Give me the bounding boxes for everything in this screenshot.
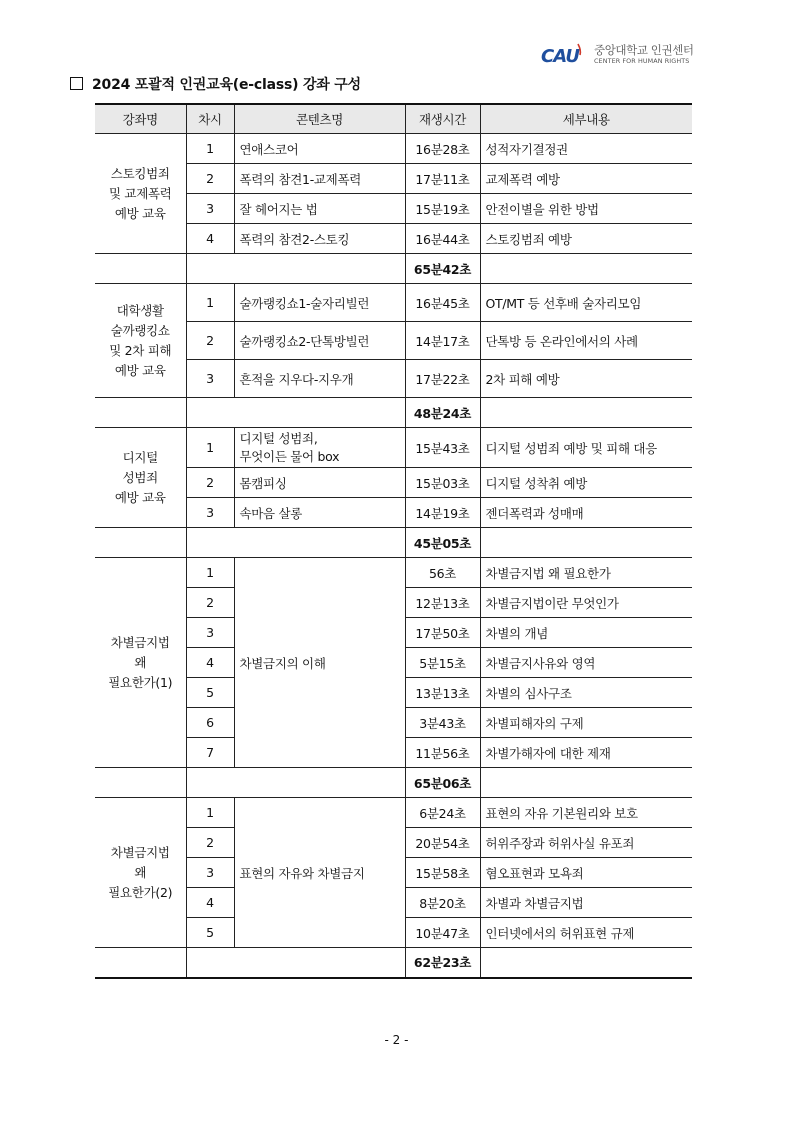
detail-description: 차별의 개념 xyxy=(480,618,692,648)
course-name-cell xyxy=(95,428,186,528)
table-row xyxy=(95,798,692,828)
detail-description: 단톡방 등 온라인에서의 사례 xyxy=(480,322,692,360)
cau-logo xyxy=(540,40,705,70)
detail-description: 안전이별을 위한 방법 xyxy=(480,194,692,224)
course-name-line: 차별금지법 xyxy=(110,634,170,650)
session-number: 2 xyxy=(186,828,234,858)
content-name-line: 디지털 성범죄, xyxy=(239,430,318,446)
table-header-row xyxy=(95,104,692,134)
course-name-line: 대학생활 xyxy=(116,302,164,318)
content-name: 폭력의 참견2-스토킹 xyxy=(234,224,405,254)
subtotal-row xyxy=(95,948,692,978)
table-row xyxy=(95,558,692,588)
detail-description: 인터넷에서의 허위표현 규제 xyxy=(480,918,692,948)
course-name-line: 디지털 xyxy=(122,449,158,465)
logo-name-english: CENTER FOR HUMAN RIGHTS xyxy=(594,57,690,65)
content-name: 몸캠피싱 xyxy=(234,468,405,498)
subtotal-row xyxy=(95,398,692,428)
detail-description: 차별금지사유와 영역 xyxy=(480,648,692,678)
subtotal-empty-detail xyxy=(480,254,692,284)
session-number: 3 xyxy=(186,194,234,224)
session-number: 2 xyxy=(186,588,234,618)
play-time: 14분19초 xyxy=(405,498,480,528)
checkbox-square-icon xyxy=(70,77,83,90)
subtotal-empty-course xyxy=(95,398,186,428)
play-time: 3분43초 xyxy=(405,708,480,738)
course-name-cell xyxy=(95,558,186,768)
subtotal-empty-detail xyxy=(480,528,692,558)
play-time: 17분11초 xyxy=(405,164,480,194)
session-number: 3 xyxy=(186,858,234,888)
subtotal-empty-span xyxy=(186,528,405,558)
course-name-line: 스토킹범죄 xyxy=(110,165,170,181)
detail-description: 스토킹범죄 예방 xyxy=(480,224,692,254)
play-time: 13분13초 xyxy=(405,678,480,708)
detail-description: 젠더폭력과 성매매 xyxy=(480,498,692,528)
header-detail: 세부내용 xyxy=(480,104,692,134)
play-time: 15분43초 xyxy=(405,428,480,468)
content-name-line: 무엇이든 물어 box xyxy=(239,448,340,464)
session-number: 1 xyxy=(186,798,234,828)
header-session: 차시 xyxy=(186,104,234,134)
session-number: 4 xyxy=(186,648,234,678)
play-time: 17분22초 xyxy=(405,360,480,398)
subtotal-empty-span xyxy=(186,948,405,978)
subtotal-empty-span xyxy=(186,768,405,798)
course-name-line: 예방 교육 xyxy=(114,489,166,505)
course-name-line: 왜 xyxy=(134,654,147,670)
session-number: 2 xyxy=(186,322,234,360)
detail-description: OT/MT 등 선후배 술자리모임 xyxy=(480,284,692,322)
course-name-line: 왜 xyxy=(134,864,147,880)
detail-description: 차별가해자에 대한 제재 xyxy=(480,738,692,768)
play-time: 11분56초 xyxy=(405,738,480,768)
detail-description: 혐오표현과 모욕죄 xyxy=(480,858,692,888)
play-time: 10분47초 xyxy=(405,918,480,948)
course-name-cell xyxy=(95,798,186,948)
detail-description: 2차 피해 예방 xyxy=(480,360,692,398)
content-name: 연애스코어 xyxy=(234,134,405,164)
detail-description: 차별피해자의 구제 xyxy=(480,708,692,738)
session-number: 6 xyxy=(186,708,234,738)
detail-description: 차별과 차별금지법 xyxy=(480,888,692,918)
content-name: 술까랭킹쇼2-단톡방빌런 xyxy=(234,322,405,360)
detail-description: 차별의 심사구조 xyxy=(480,678,692,708)
detail-description: 차별금지법 왜 필요한가 xyxy=(480,558,692,588)
content-name: 술까랭킹쇼1-술자리빌런 xyxy=(234,284,405,322)
table-row xyxy=(95,134,692,164)
course-name-line: 성범죄 xyxy=(122,469,158,485)
header-time: 재생시간 xyxy=(405,104,480,134)
subtotal-row xyxy=(95,254,692,284)
course-name-cell xyxy=(95,134,186,254)
session-number: 3 xyxy=(186,618,234,648)
subtotal-row xyxy=(95,528,692,558)
play-time: 15분58초 xyxy=(405,858,480,888)
subtotal-time: 62분23초 xyxy=(405,948,480,978)
session-number: 1 xyxy=(186,284,234,322)
subtotal-empty-detail xyxy=(480,768,692,798)
content-name: 차별금지의 이해 xyxy=(234,558,405,768)
play-time: 56초 xyxy=(405,558,480,588)
subtotal-empty-course xyxy=(95,528,186,558)
course-name-line: 차별금지법 xyxy=(110,844,170,860)
subtotal-empty-detail xyxy=(480,398,692,428)
course-name-line: 예방 교육 xyxy=(114,362,166,378)
session-number: 1 xyxy=(186,558,234,588)
play-time: 16분45초 xyxy=(405,284,480,322)
course-name-cell xyxy=(95,284,186,398)
play-time: 12분13초 xyxy=(405,588,480,618)
session-number: 2 xyxy=(186,468,234,498)
subtotal-empty-detail xyxy=(480,948,692,978)
course-name-line: 필요한가(1) xyxy=(108,674,173,690)
session-number: 7 xyxy=(186,738,234,768)
play-time: 6분24초 xyxy=(405,798,480,828)
play-time: 14분17초 xyxy=(405,322,480,360)
subtotal-row xyxy=(95,768,692,798)
subtotal-empty-span xyxy=(186,254,405,284)
session-number: 1 xyxy=(186,134,234,164)
play-time: 16분28초 xyxy=(405,134,480,164)
table-row xyxy=(95,284,692,322)
subtotal-time: 48분24초 xyxy=(405,398,480,428)
subtotal-time: 65분06초 xyxy=(405,768,480,798)
subtotal-empty-span xyxy=(186,398,405,428)
cau-logo-mark xyxy=(540,42,588,66)
subtotal-time: 45분05초 xyxy=(405,528,480,558)
content-name: 잘 헤어지는 법 xyxy=(234,194,405,224)
content-name: 표현의 자유와 차별금지 xyxy=(234,798,405,948)
course-name-line: 필요한가(2) xyxy=(108,884,173,900)
play-time: 17분50초 xyxy=(405,618,480,648)
subtotal-empty-course xyxy=(95,948,186,978)
page-title-text: 2024 포괄적 인권교육(e-class) 강좌 구성 xyxy=(92,77,361,93)
svg-text:CAU: CAU xyxy=(541,46,579,66)
session-number: 3 xyxy=(186,498,234,528)
header-content: 콘텐츠명 xyxy=(234,104,405,134)
play-time: 15분03초 xyxy=(405,468,480,498)
play-time: 5분15초 xyxy=(405,648,480,678)
content-name xyxy=(234,428,405,468)
table-row xyxy=(95,428,692,468)
session-number: 2 xyxy=(186,164,234,194)
course-table xyxy=(95,103,692,979)
course-name-line: 및 교제폭력 xyxy=(108,185,172,201)
page-title xyxy=(70,74,361,94)
session-number: 5 xyxy=(186,918,234,948)
detail-description: 디지털 성착취 예방 xyxy=(480,468,692,498)
detail-description: 교제폭력 예방 xyxy=(480,164,692,194)
detail-description: 표현의 자유 기본원리와 보호 xyxy=(480,798,692,828)
detail-description: 차별금지법이란 무엇인가 xyxy=(480,588,692,618)
detail-description: 성적자기결정권 xyxy=(480,134,692,164)
session-number: 4 xyxy=(186,224,234,254)
play-time: 15분19초 xyxy=(405,194,480,224)
course-name-line: 예방 교육 xyxy=(114,205,166,221)
subtotal-empty-course xyxy=(95,768,186,798)
detail-description: 허위주장과 허위사실 유포죄 xyxy=(480,828,692,858)
course-name-line: 술까랭킹쇼 xyxy=(110,322,170,338)
logo-name-korean: 중앙대학교 인권센터 xyxy=(594,43,694,57)
play-time: 8분20초 xyxy=(405,888,480,918)
session-number: 5 xyxy=(186,678,234,708)
header-course: 강좌명 xyxy=(95,104,186,134)
session-number: 3 xyxy=(186,360,234,398)
course-name-line: 및 2차 피해 xyxy=(109,342,172,358)
session-number: 4 xyxy=(186,888,234,918)
play-time: 20분54초 xyxy=(405,828,480,858)
content-name: 흔적을 지우다-지우개 xyxy=(234,360,405,398)
session-number: 1 xyxy=(186,428,234,468)
subtotal-time: 65분42초 xyxy=(405,254,480,284)
page-number: - 2 - xyxy=(384,1033,409,1047)
subtotal-empty-course xyxy=(95,254,186,284)
content-name: 폭력의 참견1-교제폭력 xyxy=(234,164,405,194)
detail-description: 디지털 성범죄 예방 및 피해 대응 xyxy=(480,428,692,468)
play-time: 16분44초 xyxy=(405,224,480,254)
content-name: 속마음 살롱 xyxy=(234,498,405,528)
